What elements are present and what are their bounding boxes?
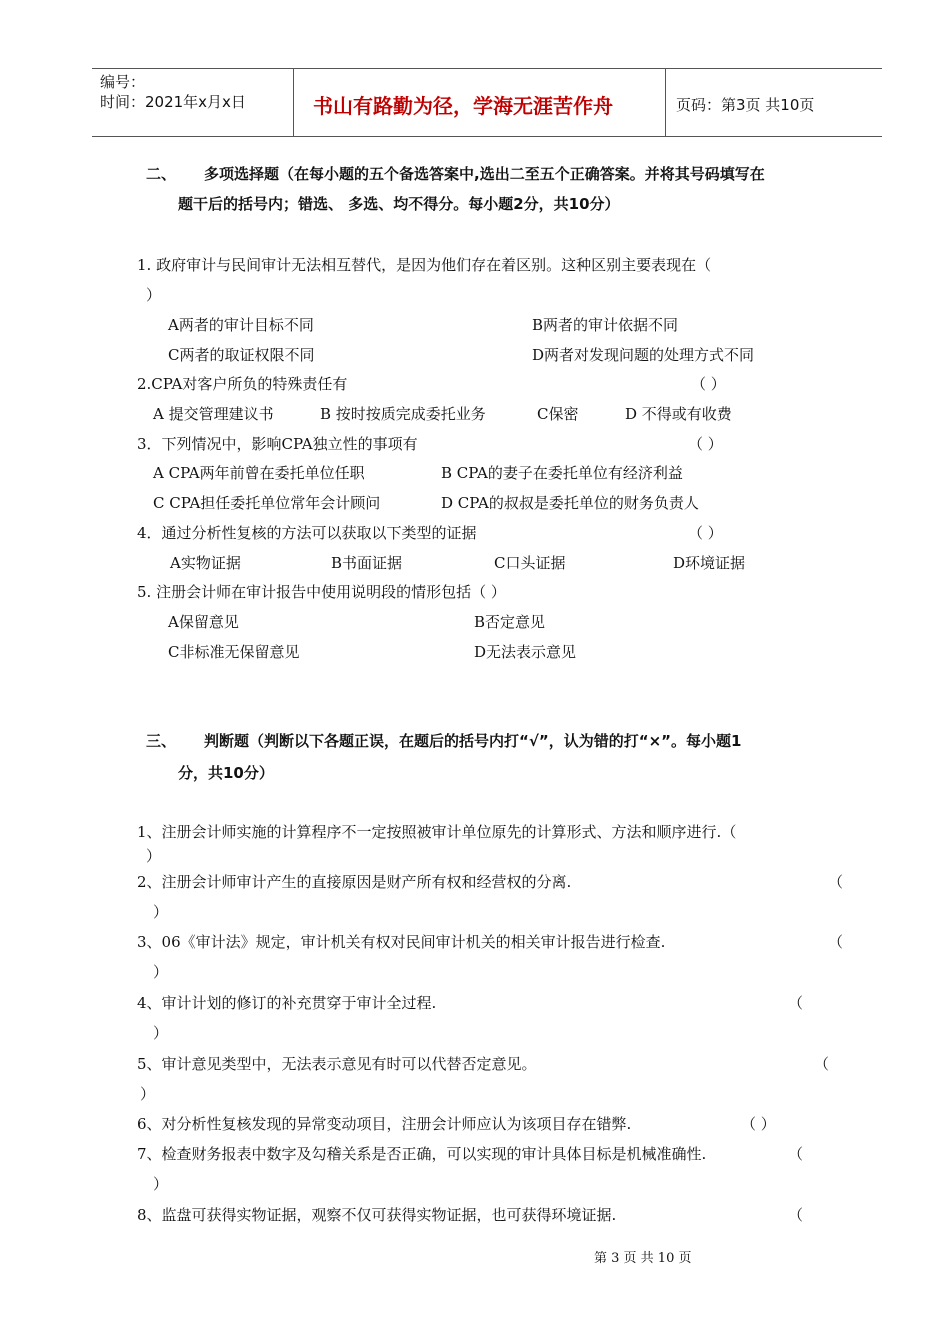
mc-question-5-stem: 5. 注册会计师在审计报告中使用说明段的情形包括（ ） <box>137 583 506 601</box>
tf-item-6-paren: （ ） <box>741 1115 776 1133</box>
mc-question-2-answer-paren: （ ） <box>691 375 726 393</box>
mc-question-1-option-d: D两者对发现问题的处理方式不同 <box>532 346 755 364</box>
tf-item-6: 6、对分析性复核发现的异常变动项目，注册会计师应认为该项目存在错弊. <box>137 1115 632 1133</box>
header-page-label: 页码：第3页 共10页 <box>676 96 815 114</box>
tf-item-4: 4、审计计划的修订的补充贯穿于审计全过程. <box>137 994 437 1012</box>
tf-item-2-cont: ） <box>153 903 169 921</box>
mc-question-4-option-c: C口头证据 <box>494 554 566 572</box>
tf-item-4-paren: （ <box>788 994 804 1012</box>
mc-question-2-option-d: D 不得或有收费 <box>625 405 732 423</box>
mc-question-5-option-a: A保留意见 <box>168 613 239 631</box>
tf-item-8-paren: （ <box>788 1206 804 1224</box>
mc-question-3-option-d: D CPA的叔叔是委托单位的财务负责人 <box>441 494 699 512</box>
header-bottom-rule <box>92 136 882 137</box>
mc-question-4-option-d: D环境证据 <box>673 554 746 572</box>
header-divider-right <box>665 68 666 136</box>
section2-title-line1: 多项选择题（在每小题的五个备选答案中,选出二至五个正确答案。并将其号码填写在 <box>204 165 765 183</box>
tf-item-5-paren: （ <box>814 1055 830 1073</box>
header-top-rule <box>92 68 882 69</box>
tf-item-3-paren: （ <box>828 933 844 951</box>
mc-question-5-option-b: B否定意见 <box>474 613 546 631</box>
mc-question-1-stem-cont: ） <box>146 286 162 304</box>
section2-title-line2: 题干后的括号内；错选、 多选、均不得分。每小题2分，共10分） <box>178 195 620 213</box>
tf-item-7-paren: （ <box>788 1145 804 1163</box>
header-divider-left <box>293 68 294 136</box>
tf-item-1: 1、注册会计师实施的计算程序不一定按照被审计单位原先的计算形式、方法和顺序进行.（ <box>137 823 737 841</box>
footer-page-number: 第 3 页 共 10 页 <box>594 1251 692 1266</box>
mc-question-3-option-b: B CPA的妻子在委托单位有经济利益 <box>441 464 683 482</box>
mc-question-4-option-a: A实物证据 <box>170 554 241 572</box>
section3-number: 三、 <box>146 732 177 750</box>
section3-title-line1: 判断题（判断以下各题正误，在题后的括号内打“√”，认为错的打“×”。每小题1 <box>204 732 742 750</box>
tf-item-5-cont: ） <box>140 1085 156 1103</box>
mc-question-1-option-c: C两者的取证权限不同 <box>168 346 315 364</box>
mc-question-2-option-a: A 提交管理建议书 <box>153 405 274 423</box>
mc-question-5-option-d: D无法表示意见 <box>474 643 577 661</box>
mc-question-3-option-a: A CPA两年前曾在委托单位任职 <box>153 464 365 482</box>
tf-item-8: 8、监盘可获得实物证据，观察不仅可获得实物证据，也可获得环境证据. <box>137 1206 617 1224</box>
tf-item-3-cont: ） <box>153 963 169 981</box>
mc-question-4-stem: 4．通过分析性复核的方法可以获取以下类型的证据 <box>137 524 477 542</box>
mc-question-5-option-c: C非标准无保留意见 <box>168 643 300 661</box>
mc-question-1-option-b: B两者的审计依据不同 <box>532 316 679 334</box>
mc-question-3-option-c: C CPA担任委托单位常年会计顾问 <box>153 494 381 512</box>
tf-item-4-cont: ） <box>153 1024 169 1042</box>
section3-title-line2: 分，共10分） <box>178 764 274 782</box>
tf-item-7: 7、检查财务报表中数字及勾稽关系是否正确，可以实现的审计具体目标是机械准确性. <box>137 1145 707 1163</box>
mc-question-2-stem: 2.CPA对客户所负的特殊责任有 <box>137 375 348 393</box>
mc-question-1-option-a: A两者的审计目标不同 <box>168 316 314 334</box>
header-code-label: 编号： <box>100 73 146 91</box>
mc-question-1-stem: 1. 政府审计与民间审计无法相互替代，是因为他们存在着区别。这种区别主要表现在（ <box>137 256 712 274</box>
mc-question-3-answer-paren: （ ） <box>688 435 723 453</box>
tf-item-2-paren: （ <box>828 873 844 891</box>
mc-question-2-option-b: B 按时按质完成委托业务 <box>320 405 486 423</box>
tf-item-7-cont: ） <box>153 1175 169 1193</box>
header-motto: 书山有路勤为径，学海无涯苦作舟 <box>313 94 613 118</box>
tf-item-2: 2、注册会计师审计产生的直接原因是财产所有权和经营权的分离. <box>137 873 572 891</box>
section2-number: 二、 <box>146 165 177 183</box>
mc-question-4-answer-paren: （ ） <box>688 524 723 542</box>
mc-question-4-option-b: B书面证据 <box>331 554 403 572</box>
mc-question-2-option-c: C保密 <box>537 405 579 423</box>
tf-item-1-cont: ） <box>146 847 162 865</box>
tf-item-3: 3、06《审计法》规定，审计机关有权对民间审计机关的相关审计报告进行检查. <box>137 933 666 951</box>
tf-item-5: 5、审计意见类型中，无法表示意见有时可以代替否定意见。 <box>137 1055 537 1073</box>
mc-question-3-stem: 3．下列情况中，影响CPA独立性的事项有 <box>137 435 418 453</box>
header-time-label: 时间：2021年x月x日 <box>100 93 246 111</box>
